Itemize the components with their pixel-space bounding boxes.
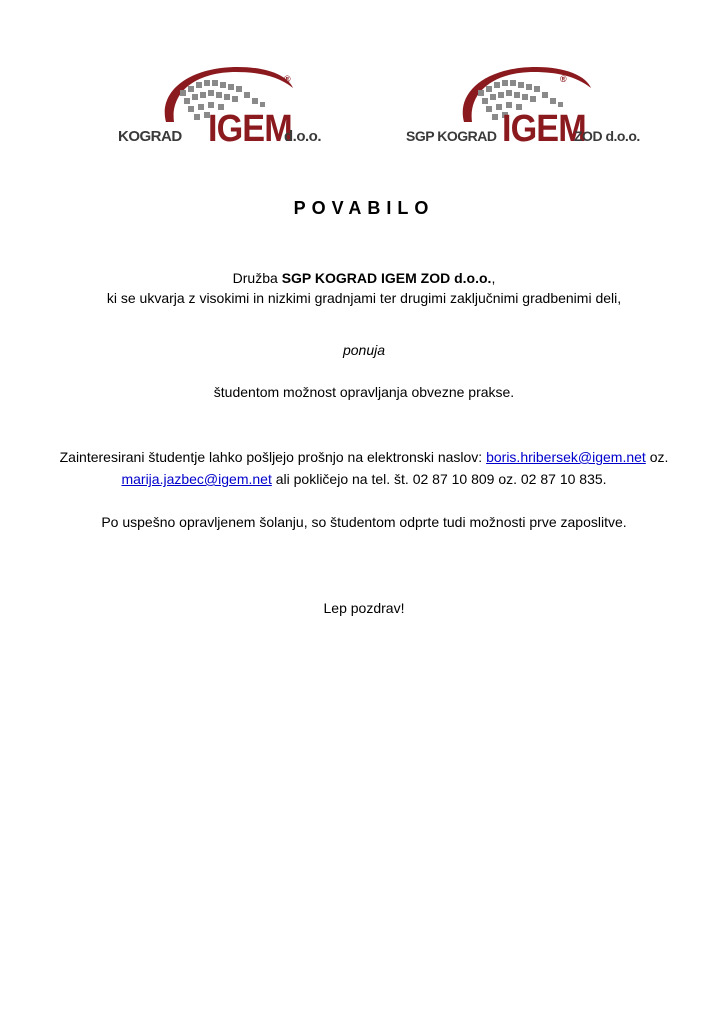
logo-left-prefix: KOGRAD [118,128,182,145]
document-title: POVABILO [293,198,435,218]
company-name: SGP KOGRAD IGEM ZOD d.o.o. [281,270,492,286]
intro-line-2: ki se ukvarja z visokimi in nizkimi gradnjami ter drugimi zaključnimi gradbenimi deli, [106,290,622,306]
intro-lead: Družba [232,270,282,286]
contact-line-1 [0,447,728,467]
logo-right-suffix: ZOD d.o.o. [574,128,640,144]
logo-left-suffix: d.o.o. [284,128,321,145]
employment-line: Po uspešno opravljenem šolanju, so študentom odprte tudi možnosti prve zaposlitve. [101,514,627,530]
logo-right-brand: IGEM [502,108,586,150]
email-link-marija[interactable]: marija.jazbec@igem.net [121,471,272,487]
logo-left-brand: IGEM [208,108,292,150]
offer-word: ponuja [342,342,386,358]
contact-lead: Zainteresirani študentje lahko pošljejo prošnjo na elektronski naslov: [59,449,487,465]
closing-greeting: Lep pozdrav! [323,600,405,616]
intro-comma: , [491,270,496,286]
contact-line-2 [0,469,728,489]
logo-right-registered-mark: ® [560,74,567,84]
offer-line: študentom možnost opravljanja obvezne prakse. [213,384,515,400]
email-link-boris[interactable]: boris.hribersek@igem.net [486,449,646,465]
logo-left-registered-mark: ® [284,74,291,84]
contact-tail: ali pokličejo na tel. št. 02 87 10 809 oz. 02 87 10 835. [271,471,607,487]
contact-or: oz. [645,449,669,465]
intro-line-1 [0,268,728,288]
sgp-kograd-igem-zod-logo [402,62,640,152]
kograd-igem-logo [118,62,328,152]
logo-right-prefix: SGP KOGRAD [406,128,497,144]
